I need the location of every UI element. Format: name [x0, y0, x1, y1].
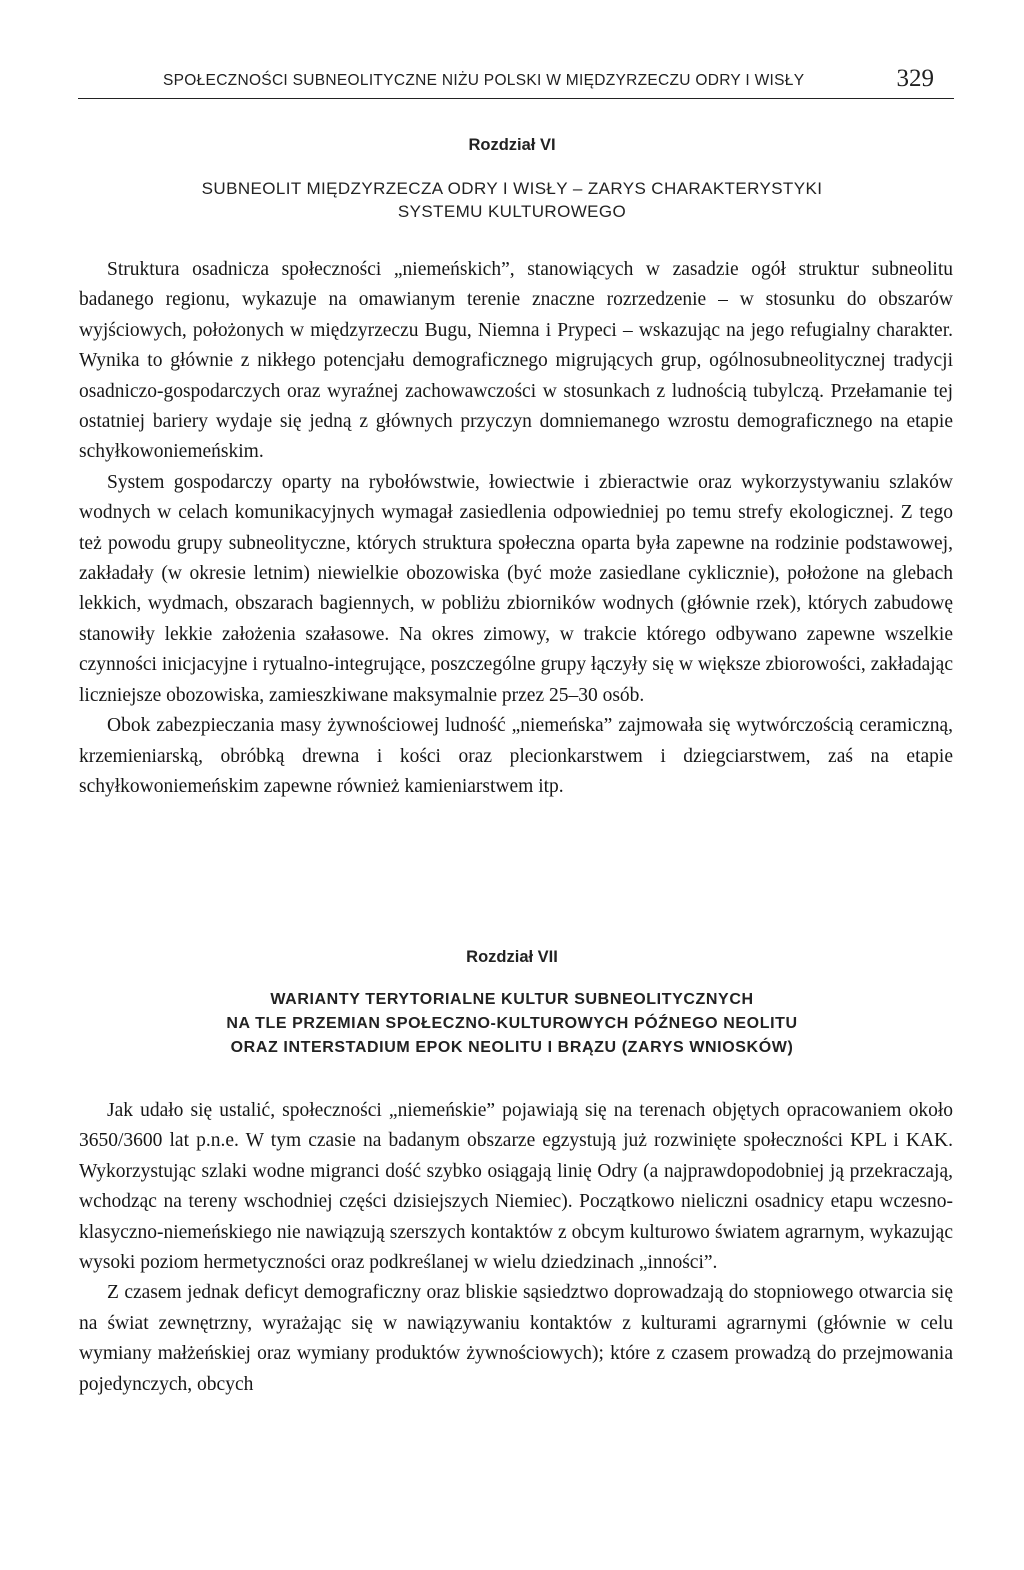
- chapter-6-label: Rozdział VI: [468, 136, 556, 154]
- running-title: SPOŁECZNOŚCI SUBNEOLITYCZNE NIŻU POLSKI W MIĘDZYRZECZU ODRY I WISŁY: [163, 72, 805, 89]
- paragraph: Obok zabezpieczania masy żywnościowej ludność „niemeńska” zajmowała się wytwórczością ceramiczną, krzemieniarską, obróbką drewna i kości oraz plecionkarstwem i dziegciarstwem, zaś na etapie schyłkowoniemeńskim zapewne również kamieniarstwem itp.: [79, 715, 953, 797]
- chapter-7-title: [0, 988, 1024, 1060]
- paragraph: Z czasem jednak deficyt demograficzny oraz bliskie sąsiedztwo doprowadzają do stopniowego otwarcia się na świat zewnętrzny, wyrażając się w nawiązywaniu kontaktów z kulturami agrarnymi (głównie w celu wymiany małżeńskiej oraz wymiany produktów żywnościowych); które z czasem prowadzą do przejmowania pojedynczych, obcych: [79, 1282, 953, 1395]
- running-head: [78, 62, 954, 99]
- chapter-7-label: Rozdział VII: [466, 948, 558, 966]
- chapter-6-title: [0, 177, 1024, 223]
- page-number: 329: [896, 65, 934, 92]
- paragraph: System gospodarczy oparty na rybołówstwie, łowiectwie i zbieractwie oraz wykorzystywaniu szlaków wodnych w celach komunikacyjnych wymagał zasiedlenia odpowiedniej po temu strefy ekologicznej. Z tego też powodu grupy subneolityczne, których struktura społeczna oparta była zapewne na rodzinie podstawowej, zakładały (w okresie letnim) niewielkie obozowiska (być może zasiedlane cyklicznie), położone na glebach lekkich, wydmach, obszarach bagiennych, w pobliżu zbiorników wodnych (głównie rzek), których zabudowę stanowiły lekkie założenia szałasowe. Na okres zimowy, w trakcie którego odbywano zapewne wszelkie czynności inicjacyjne i rytualno-integrujące, poszczególne grupy łączyły się w większe zbiorowości, zakładając liczniejsze obozowiska, zamieszkiwane maksymalnie przez 25–30 osób.: [79, 471, 953, 706]
- chapter-7-title-line: NA TLE PRZEMIAN SPOŁECZNO-KULTUROWYCH PÓŹNEGO NEOLITU: [226, 1015, 798, 1032]
- paragraph: Jak udało się ustalić, społeczności „niemeńskie” pojawiają się na terenach objętych opracowaniem około 3650/3600 lat p.n.e. W tym czasie na badanym obszarze egzystują już rozwinięte społeczności KPL i KAK. Wykorzystując szlaki wodne migranci dość szybko osiągają linię Odry (a najprawdopodobniej ją przekraczają, wchodząc na tereny wschodniej części dzisiejszych Niemiec). Początkowo nieliczni osadnicy etapu wczesno-klasyczno-niemeńskiego nie nawiązują szerszych kontaktów z obcym kulturowo światem agrarnym, wykazując wysoki poziom hermetyczności oraz podkreślanej w wielu dziedzinach „inności”.: [79, 1100, 953, 1274]
- chapter-6-title-line: SYSTEMU KULTUROWEGO: [397, 202, 627, 221]
- chapter-6-title-line: SUBNEOLIT MIĘDZYRZECZA ODRY I WISŁY – ZARYS CHARAKTERYSTYKI: [201, 179, 823, 198]
- chapter-6-body: [79, 255, 953, 802]
- chapter-7-title-line: ORAZ INTERSTADIUM EPOK NEOLITU I BRĄZU (ZARYS WNIOSKÓW): [230, 1039, 794, 1056]
- chapter-7-title-line: WARIANTY TERYTORIALNE KULTUR SUBNEOLITYCZNYCH: [270, 991, 754, 1008]
- paragraph: Struktura osadnicza społeczności „niemeńskich”, stanowiących w zasadzie ogół struktur subneolitu badanego regionu, wykazuje na omawianym terenie znaczne rozrzedzenie – w stosunku do obszarów wyjściowych, położonych w międzyrzeczu Bugu, Niemna i Prypeci – wskazując na jego refugialny charakter. Wynika to głównie z nikłego potencjału demograficznego migrujących grup, ogólnosubneolitycznej tradycji osadniczo-gospodarczych oraz wyraźnej zachowawczości w stosunkach z ludnością tubylczą. Przełamanie tej ostatniej bariery wydaje się jedną z głównych przyczyn domniemanego wzrostu demograficznego na etapie schyłkowoniemeńskim.: [79, 259, 953, 463]
- chapter-7-body: [79, 1096, 953, 1400]
